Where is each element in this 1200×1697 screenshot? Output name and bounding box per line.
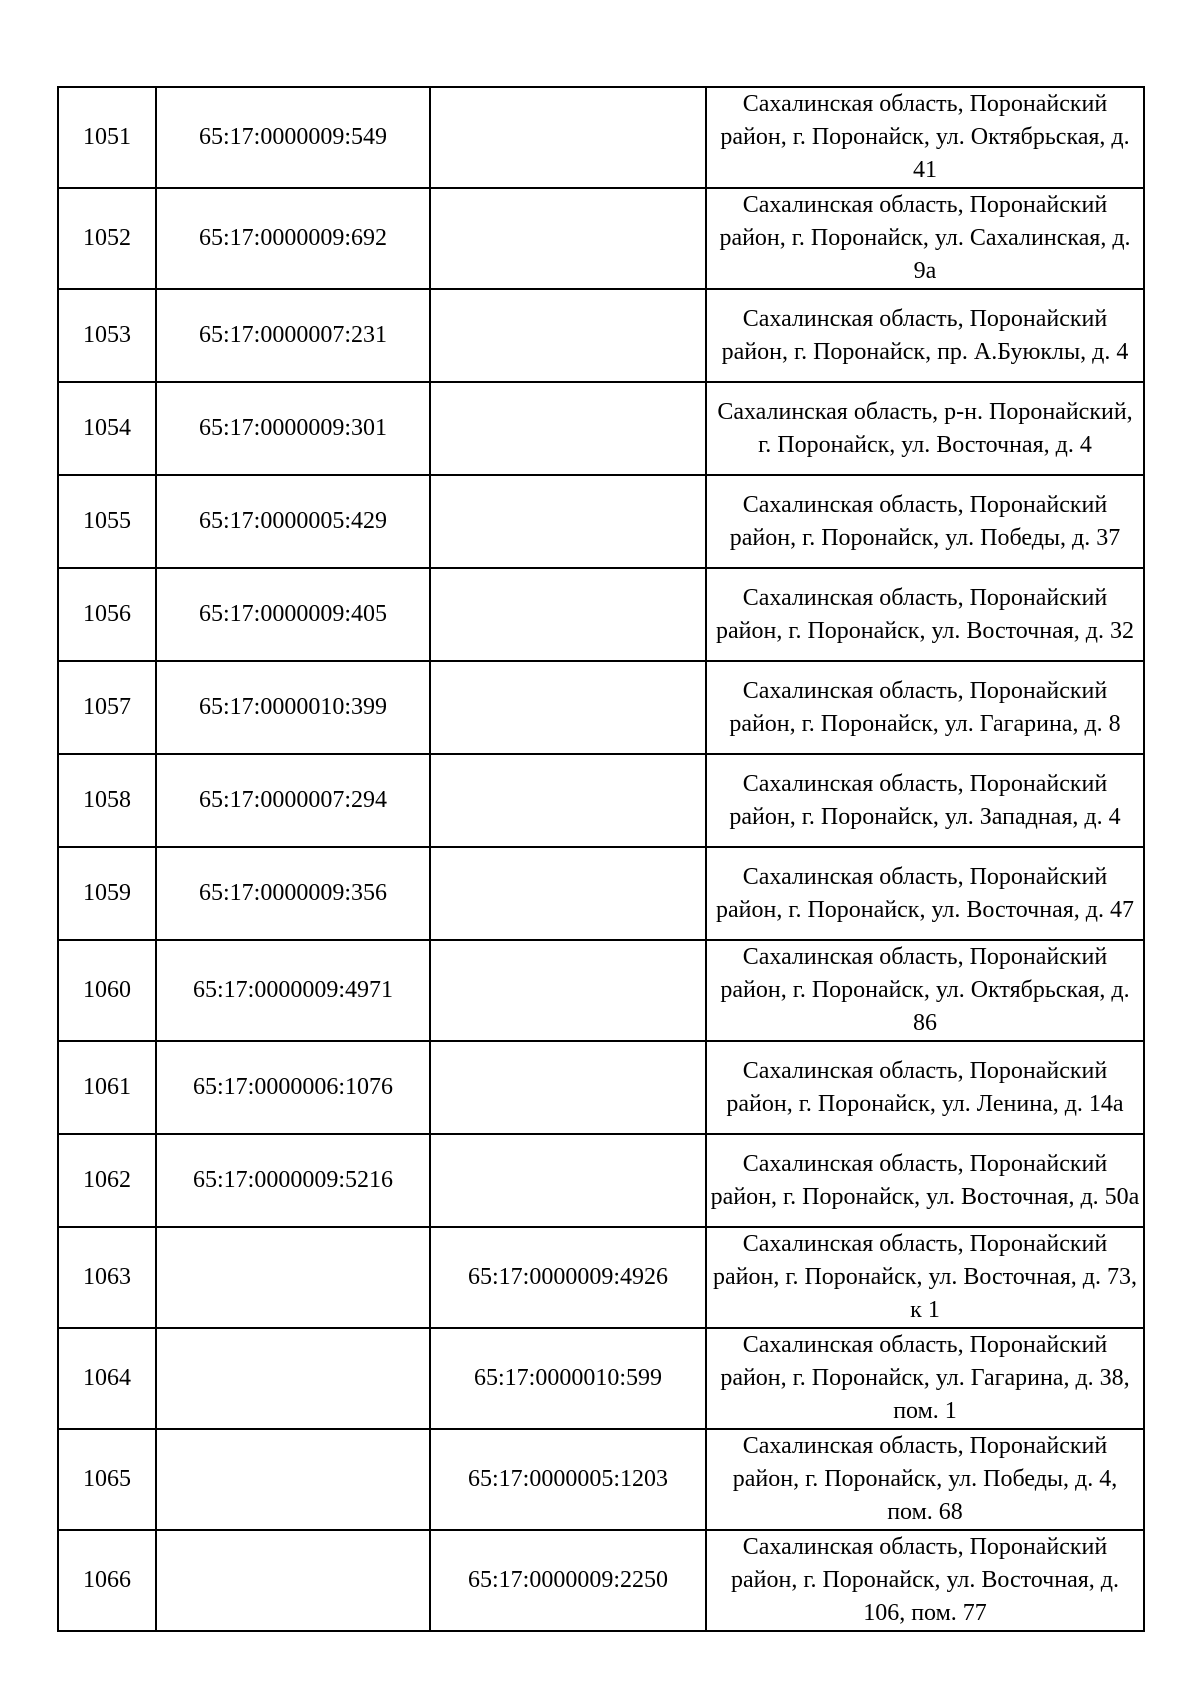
row-number: 1055	[58, 475, 156, 568]
premise-cadastral-number	[430, 188, 706, 289]
table-row	[58, 1530, 1144, 1631]
premise-cadastral-number: 65:17:0000005:1203	[430, 1429, 706, 1530]
object-address: Сахалинская область, Поронайский район, г. Поронайск, ул. Сахалинская, д. 9а	[706, 188, 1144, 289]
building-cadastral-number	[156, 1530, 430, 1631]
row-number: 1051	[58, 87, 156, 188]
row-number: 1054	[58, 382, 156, 475]
object-address: Сахалинская область, Поронайский район, г. Поронайск, ул. Западная, д. 4	[706, 754, 1144, 847]
premise-cadastral-number: 65:17:0000009:4926	[430, 1227, 706, 1328]
building-cadastral-number	[156, 1429, 430, 1530]
table-row	[58, 1429, 1144, 1530]
row-number: 1058	[58, 754, 156, 847]
premise-cadastral-number	[430, 382, 706, 475]
object-address: Сахалинская область, Поронайский район, г. Поронайск, ул. Октябрьская, д. 41	[706, 87, 1144, 188]
premise-cadastral-number	[430, 289, 706, 382]
building-cadastral-number	[156, 1328, 430, 1429]
table-row	[58, 382, 1144, 475]
row-number: 1056	[58, 568, 156, 661]
object-address: Сахалинская область, Поронайский район, г. Поронайск, ул. Гагарина, д. 8	[706, 661, 1144, 754]
table-row	[58, 568, 1144, 661]
building-cadastral-number: 65:17:0000005:429	[156, 475, 430, 568]
table-row	[58, 475, 1144, 568]
building-cadastral-number	[156, 1227, 430, 1328]
row-number: 1059	[58, 847, 156, 940]
premise-cadastral-number	[430, 754, 706, 847]
row-number: 1053	[58, 289, 156, 382]
building-cadastral-number: 65:17:0000009:5216	[156, 1134, 430, 1227]
row-number: 1064	[58, 1328, 156, 1429]
row-number: 1063	[58, 1227, 156, 1328]
premise-cadastral-number	[430, 568, 706, 661]
object-address: Сахалинская область, Поронайский район, г. Поронайск, ул. Восточная, д. 106, пом. 77	[706, 1530, 1144, 1631]
object-address: Сахалинская область, Поронайский район, г. Поронайск, ул. Восточная, д. 47	[706, 847, 1144, 940]
table-row	[58, 1227, 1144, 1328]
building-cadastral-number: 65:17:0000007:294	[156, 754, 430, 847]
premise-cadastral-number	[430, 661, 706, 754]
premise-cadastral-number: 65:17:0000010:599	[430, 1328, 706, 1429]
building-cadastral-number: 65:17:0000009:549	[156, 87, 430, 188]
row-number: 1066	[58, 1530, 156, 1631]
building-cadastral-number: 65:17:0000009:692	[156, 188, 430, 289]
premise-cadastral-number	[430, 1041, 706, 1134]
premise-cadastral-number	[430, 475, 706, 568]
building-cadastral-number: 65:17:0000009:301	[156, 382, 430, 475]
object-address: Сахалинская область, Поронайский район, г. Поронайск, ул. Восточная, д. 73, к 1	[706, 1227, 1144, 1328]
table-row	[58, 940, 1144, 1041]
object-address: Сахалинская область, Поронайский район, г. Поронайск, ул. Восточная, д. 32	[706, 568, 1144, 661]
table-row	[58, 87, 1144, 188]
premise-cadastral-number: 65:17:0000009:2250	[430, 1530, 706, 1631]
building-cadastral-number: 65:17:0000010:399	[156, 661, 430, 754]
row-number: 1052	[58, 188, 156, 289]
table-row	[58, 1328, 1144, 1429]
building-cadastral-number: 65:17:0000009:4971	[156, 940, 430, 1041]
table-row	[58, 754, 1144, 847]
premise-cadastral-number	[430, 940, 706, 1041]
row-number: 1060	[58, 940, 156, 1041]
premise-cadastral-number	[430, 1134, 706, 1227]
table-row	[58, 1041, 1144, 1134]
building-cadastral-number: 65:17:0000009:405	[156, 568, 430, 661]
building-cadastral-number: 65:17:0000009:356	[156, 847, 430, 940]
row-number: 1062	[58, 1134, 156, 1227]
object-address: Сахалинская область, р-н. Поронайский, г. Поронайск, ул. Восточная, д. 4	[706, 382, 1144, 475]
object-address: Сахалинская область, Поронайский район, г. Поронайск, ул. Ленина, д. 14а	[706, 1041, 1144, 1134]
object-address: Сахалинская область, Поронайский район, г. Поронайск, пр. А.Буюклы, д. 4	[706, 289, 1144, 382]
object-address: Сахалинская область, Поронайский район, г. Поронайск, ул. Октябрьская, д. 86	[706, 940, 1144, 1041]
table-row	[58, 289, 1144, 382]
row-number: 1065	[58, 1429, 156, 1530]
premise-cadastral-number	[430, 87, 706, 188]
object-address: Сахалинская область, Поронайский район, г. Поронайск, ул. Гагарина, д. 38, пом. 1	[706, 1328, 1144, 1429]
row-number: 1061	[58, 1041, 156, 1134]
building-cadastral-number: 65:17:0000006:1076	[156, 1041, 430, 1134]
registry-table-body	[58, 87, 1144, 1631]
object-address: Сахалинская область, Поронайский район, г. Поронайск, ул. Победы, д. 4, пом. 68	[706, 1429, 1144, 1530]
table-row	[58, 661, 1144, 754]
object-address: Сахалинская область, Поронайский район, г. Поронайск, ул. Восточная, д. 50а	[706, 1134, 1144, 1227]
building-cadastral-number: 65:17:0000007:231	[156, 289, 430, 382]
table-row	[58, 847, 1144, 940]
row-number: 1057	[58, 661, 156, 754]
object-address: Сахалинская область, Поронайский район, г. Поронайск, ул. Победы, д. 37	[706, 475, 1144, 568]
table-row	[58, 188, 1144, 289]
premise-cadastral-number	[430, 847, 706, 940]
registry-table	[57, 86, 1145, 1632]
table-row	[58, 1134, 1144, 1227]
